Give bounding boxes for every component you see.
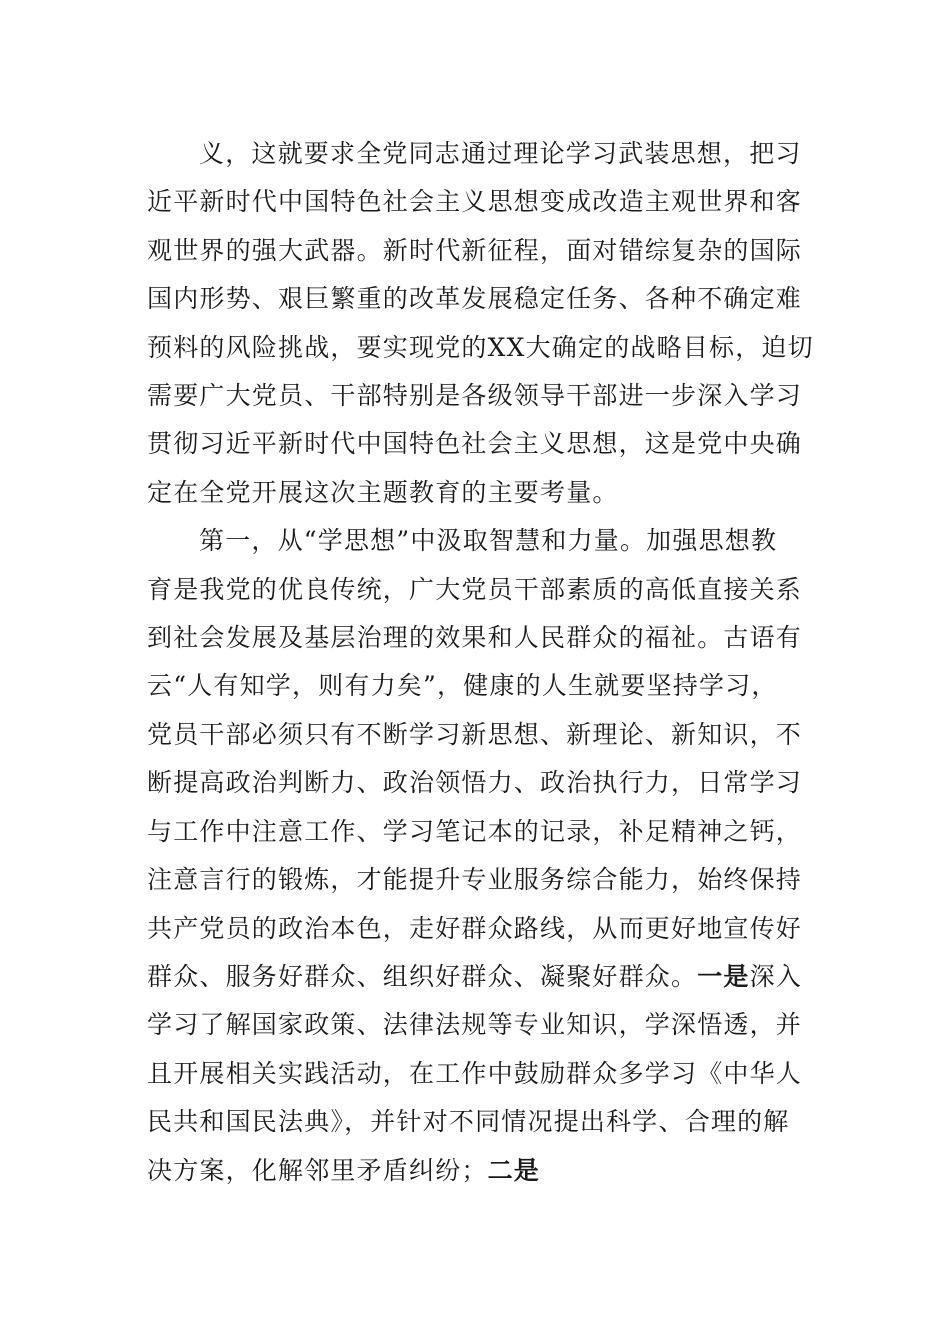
paragraph-continuation <box>147 130 814 517</box>
text-line: 共产党员的政治本色，走好群众路线，从而更好地宣传好 <box>147 913 803 943</box>
text-line: 国内形势、艰巨繁重的改革发展稳定任务、各种不确定难 <box>147 284 803 314</box>
text-line: 观世界的强大武器。新时代新征程，面对错综复杂的国际 <box>147 235 803 265</box>
text-segment: 决方案，化解邻里矛盾纠纷； <box>147 1155 488 1185</box>
text-line: 义，这就要求全党同志通过理论学习武装思想，把习 <box>199 139 802 168</box>
text-line: 云“人有知学，则有力矣”，健康的人生就要坚持学习， <box>147 671 778 701</box>
text-line: 与工作中注意工作、学习笔记本的记录，补足精神之钙， <box>147 816 803 846</box>
text-line: 注意言行的锻炼，才能提升专业服务综合能力，始终保持 <box>147 865 803 895</box>
text-line: 断提高政治判断力、政治领悟力、政治执行力，日常学习 <box>147 768 803 798</box>
text-line: 预料的风险挑战，要实现党的XX大确定的战略目标，迫切 <box>147 332 814 362</box>
text-line: 定在全党开展这次主题教育的主要考量。 <box>147 477 619 507</box>
text-line: 近平新时代中国特色社会主义思想变成改造主观世界和客 <box>147 187 803 217</box>
text-line: 学习了解国家政策、法律法规等专业知识，学深悟透，并 <box>147 1010 803 1040</box>
text-line <box>147 1147 787 1195</box>
text-segment: 群众、服务好群众、组织好群众、凝聚好群众。 <box>147 961 698 991</box>
text-line: 到社会发展及基层治理的效果和人民群众的福祉。古语有 <box>147 623 803 653</box>
text-line: 且开展相关实践活动，在工作中鼓励群众多学习《中华人 <box>147 1058 803 1088</box>
text-line: 民共和国民法典》，并针对不同情况提出科学、合理的解 <box>147 1107 790 1137</box>
text-line <box>147 953 803 1001</box>
document-body <box>147 130 814 1195</box>
text-segment: 深入 <box>749 961 803 991</box>
text-line: 第一，从“学思想”中汲取智慧和力量。加强思想教 <box>199 526 778 556</box>
text-line: 育是我党的优良传统，广大党员干部素质的高低直接关系 <box>147 574 803 604</box>
bold-marker-second: 二是 <box>487 1155 541 1185</box>
paragraph-study-thought <box>147 517 803 1195</box>
text-line: 需要广大党员、干部特别是各级领导干部进一步深入学习 <box>147 381 803 411</box>
text-line: 贯彻习近平新时代中国特色社会主义思想，这是党中央确 <box>147 429 803 459</box>
text-line: 党员干部必须只有不断学习新思想、新理论、新知识，不 <box>147 719 803 749</box>
bold-marker-first: 一是 <box>697 961 750 991</box>
